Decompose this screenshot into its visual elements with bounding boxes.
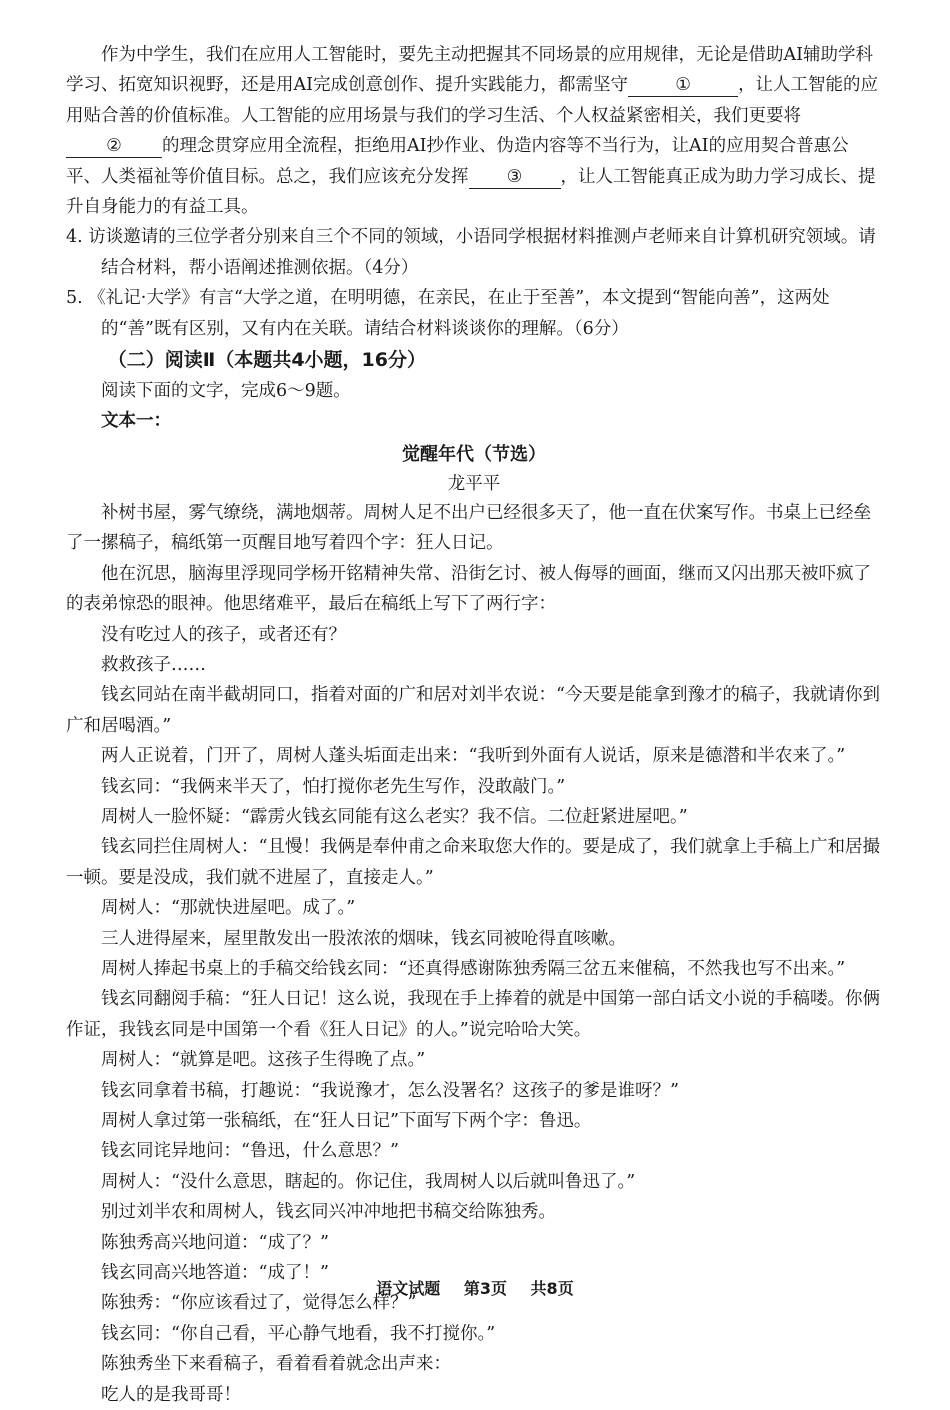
intro-text-4: ，让人工智能真正成为助力学习成长、提升自身能力的有益工具。	[66, 166, 876, 218]
story-paragraph: 陈独秀高兴地问道：“成了？”	[101, 1232, 329, 1253]
story-paragraph: 钱玄同：“你自己看，平心静气地看，我不打搅你。”	[101, 1323, 496, 1344]
story-paragraph: 钱玄同拿着书稿，打趣说：“我说豫才，怎么没署名？这孩子的爹是谁呀？”	[101, 1080, 679, 1101]
blank-3	[469, 166, 561, 189]
story-paragraph: 周树人捧起书桌上的手稿交给钱玄同：“还真得感谢陈独秀隔三岔五来催稿，不然我也写不出来。”	[101, 958, 846, 979]
story-paragraph: 钱玄同：“我俩来半天了，怕打搅你老先生写作，没敢敲门。”	[101, 776, 566, 797]
blank-1	[628, 74, 738, 97]
story-paragraph: 周树人拿过第一张稿纸，在“狂人日记”下面写下两个字：鲁迅。	[101, 1111, 592, 1131]
exam-page-content	[66, 40, 882, 1410]
intro-paragraph	[66, 40, 882, 222]
blank-2-marker: ②	[106, 136, 122, 157]
story-paragraph: 陈独秀坐下来看稿子，看着看着就念出声来：	[101, 1354, 451, 1375]
story-paragraph: 吃人的是我哥哥！	[101, 1384, 241, 1405]
story-author: 龙平平	[447, 473, 501, 494]
story-paragraph: 周树人：“那就快进屋吧。成了。”	[101, 898, 356, 919]
blank-1-marker: ①	[675, 75, 691, 96]
story-paragraph: 钱玄同高兴地答道：“成了！”	[101, 1263, 329, 1284]
story-paragraph: 钱玄同站在南半截胡同口，指着对面的广和居对刘半农说：“今天要是能拿到豫才的稿子，我就请你到广和居喝酒。”	[66, 685, 880, 736]
story-paragraph: 没有吃过人的孩子，或者还有？	[101, 624, 346, 645]
intro-text-1: 作为中学生，我们在应用人工智能时，要先主动把握其不同场景的应用规律，无论是借助AI辅助学科学习、拓宽知识视野，还是用AI完成创意创作、提升实践能力，都需坚守	[66, 45, 874, 96]
intro-text-2: ，让人工智能的应用贴合善的价值标准。人工智能的应用场景与我们的学习生活、个人权益紧密相关，我们更要将	[66, 75, 879, 126]
story-paragraph: 陈独秀：“你应该看过了，觉得怎么样？”	[101, 1293, 417, 1314]
story-paragraph: 两人正说着，门开了，周树人蓬头垢面走出来：“我听到外面有人说话，原来是德潜和半农来了。”	[101, 746, 846, 767]
section-heading: （二）阅读Ⅱ（本题共4小题，16分）	[107, 349, 426, 372]
story-body	[66, 498, 882, 1410]
story-paragraph: 补树书屋，雾气缭绕，满地烟蒂。周树人足不出户已经很多天了，他一直在伏案写作。书桌上已经垒了一摞稿子，稿纸第一页醒目地写着四个字：狂人日记。	[66, 502, 871, 554]
story-paragraph: 他在沉思，脑海里浮现同学杨开铭精神失常、沿街乞讨、被人侮辱的画面，继而又闪出那天被吓疯了的表弟惊恐的眼神。他思绪难平，最后在稿纸上写下了两行字：	[66, 563, 871, 615]
story-paragraph: 钱玄同诧异地问：“鲁迅，什么意思？”	[101, 1141, 399, 1162]
text-label: 文本一：	[101, 411, 171, 432]
story-paragraph: 三人进得屋来，屋里散发出一股浓浓的烟味，钱玄同被呛得直咳嗽。	[101, 928, 626, 949]
blank-3-marker: ③	[506, 166, 523, 187]
intro-text-3: 的理念贯穿应用全流程，拒绝用AI抄作业、伪造内容等不当行为，让AI的应用契合普惠公平、人类福祉等价值目标。总之，我们应该充分发挥	[66, 136, 849, 187]
question-4: 4. 访谈邀请的三位学者分别来自三个不同的领域，小语同学根据材料推测卢老师来自计算机研究领域。请结合材料，帮小语阐述推测依据。（4分）	[66, 227, 876, 278]
story-paragraph: 别过刘半农和周树人，钱玄同兴冲冲地把书稿交给陈独秀。	[101, 1202, 556, 1223]
blank-2	[66, 135, 162, 158]
story-paragraph: 周树人一脸怀疑：“霹雳火钱玄同能有这么老实？我不信。二位赶紧进屋吧。”	[101, 806, 688, 827]
story-paragraph: 钱玄同拦住周树人：“且慢！我俩是奉仲甫之命来取您大作的。要是成了，我们就拿上手稿上广和居撮一顿。要是没成，我们就不进屋了，直接走人。”	[66, 837, 880, 888]
page-footer: 语文试题 第3页 共8页	[376, 1279, 574, 1298]
story-paragraph: 周树人：“没什么意思，瞎起的。你记住，我周树人以后就叫鲁迅了。”	[101, 1171, 636, 1192]
question-5: 5. 《礼记·大学》有言“大学之道，在明明德，在亲民，在止于至善”，本文提到“智能向善”，这两处的“善”既有区别，又有内在关联。请结合材料谈谈你的理解。（6分）	[66, 288, 830, 339]
reading-instruction: 阅读下面的文字，完成6～9题。	[101, 381, 351, 402]
story-title: 觉醒年代（节选）	[402, 443, 546, 465]
story-paragraph: 钱玄同翻阅手稿：“狂人日记！这么说，我现在手上捧着的就是中国第一部白话文小说的手稿喽。你俩作证，我钱玄同是中国第一个看《狂人日记》的人。”说完哈哈大笑。	[66, 989, 880, 1040]
story-paragraph: 救救孩子……	[101, 654, 206, 675]
story-paragraph: 周树人：“就算是吧。这孩子生得晚了点。”	[101, 1050, 426, 1071]
